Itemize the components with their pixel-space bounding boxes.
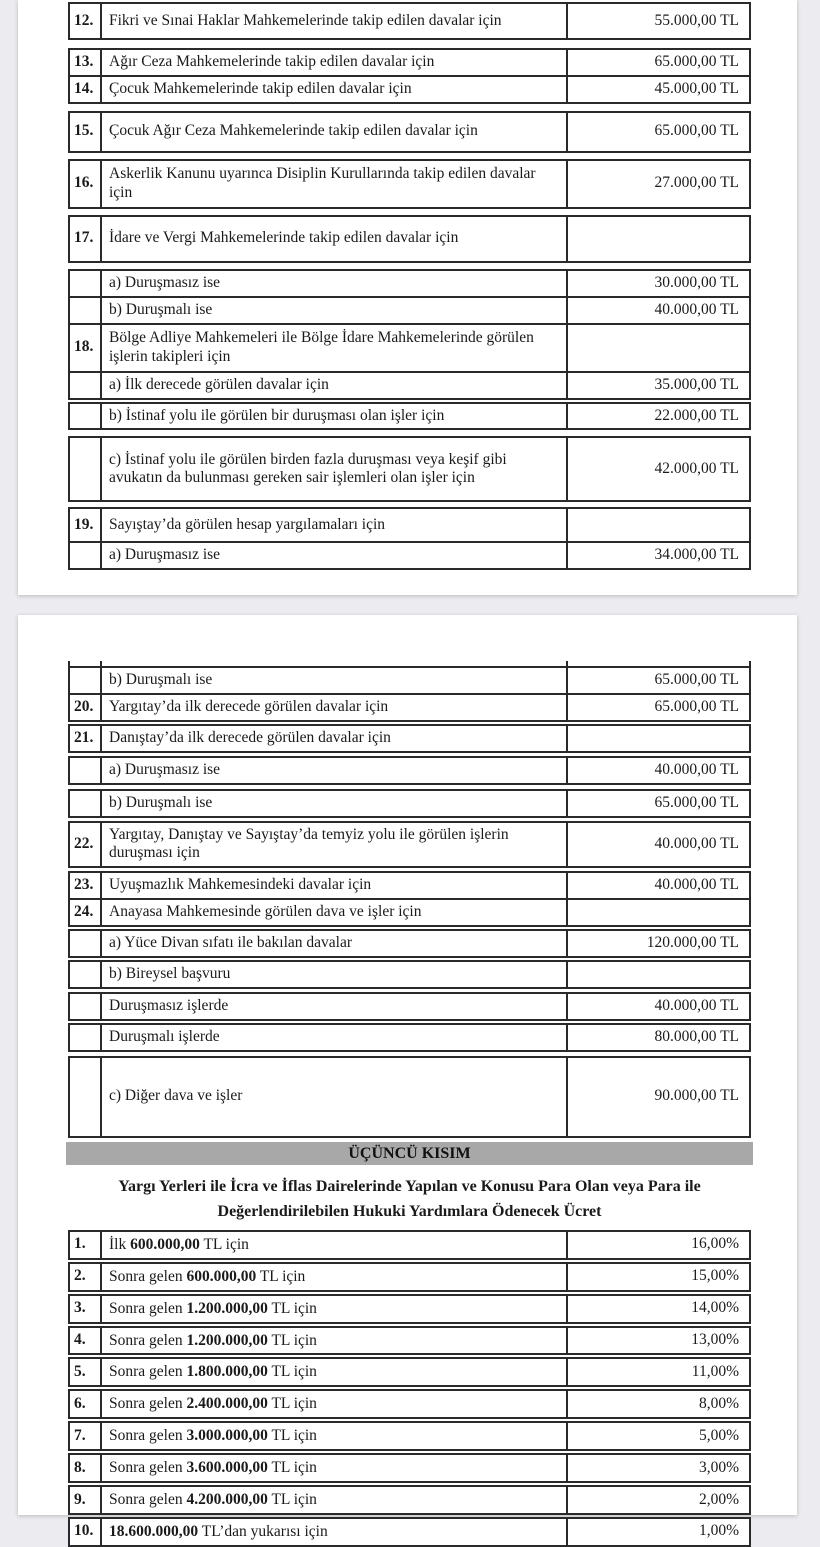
row-description-bold: 4.200.000,00 [186,1491,268,1509]
row-description-cell: Uyuşmazlık Mahkemesindeki davalar için [102,873,568,898]
row-description-cell [102,1359,568,1385]
row-amount-cell: 30.000,00 TL [654,273,739,291]
row-description-cell: Yargıtay, Danıştay ve Sayıştay’da temyiz yolu ile görülen işlerin duruşması için [102,823,568,867]
row-number-cell: 22. [70,823,102,867]
row-amount-cell [568,962,749,987]
row-number-cell [70,373,102,398]
percentage-table [68,1230,751,1547]
row-number-cell: 20. [70,695,102,720]
row-description-post: TL için [267,1395,317,1413]
table-row [68,724,751,753]
row-number-cell: 17. [70,217,102,261]
row-number-cell [70,758,102,783]
row-amount-cell [568,217,749,261]
row-description-cell: a) Duruşmasız ise [102,271,568,296]
row-number-cell: 16. [70,161,102,207]
row-description-cell: c) İstinaf yolu ile görülen birden fazla duruşması veya keşif gibi avukatın da bulunması gereken sair işlemleri olan işler için [102,438,568,500]
table-row [68,871,751,900]
row-amount-cell: 42.000,00 TL [654,459,739,477]
row-description-pre: Sonra gelen [109,1363,187,1381]
row-number-cell: 9. [70,1487,102,1513]
table-row [68,756,751,785]
table-row [68,402,751,431]
row-amount-cell: 80.000,00 TL [654,1027,739,1045]
section-header: ÜÇÜNCÜ KISIM [66,1142,753,1165]
row-description-cell: b) Duruşmalı ise [102,668,568,693]
row-description-cell [102,1328,568,1354]
table-row [68,323,751,373]
row-amount-cell: 65.000,00 TL [654,671,739,688]
row-number-cell: 23. [70,873,102,898]
row-percent-cell: 2,00% [698,1490,739,1508]
row-number-cell: 15. [70,113,102,151]
row-number-cell: 1. [70,1232,102,1258]
row-description-bold: 3.600.000,00 [186,1459,268,1477]
row-description-post: TL için [267,1363,317,1381]
row-amount-cell: 22.000,00 TL [654,406,739,424]
page-2 [18,615,797,1540]
table-row [68,1230,751,1260]
row-amount-cell: 65.000,00 TL [654,793,739,811]
table-row [68,48,751,77]
table-row [68,541,751,570]
row-description-cell: Sayıştay’da görülen hesap yargılamaları için [102,509,568,541]
row-description-post: TL için [267,1491,317,1509]
row-amount-cell: 65.000,00 TL [654,697,739,715]
row-percent-cell: 1,00% [698,1522,739,1540]
row-number-cell: 13. [70,50,102,75]
row-number-cell: 7. [70,1423,102,1449]
table-row [68,960,751,989]
row-description-cell: İdare ve Vergi Mahkemelerinde takip edilen davalar için [102,217,568,261]
row-description-post: TL’dan yukarısı için [198,1522,328,1540]
table-row [68,1389,751,1419]
row-description-cell: Duruşmasız işlerde [102,994,568,1019]
row-description-cell: Bölge Adliye Mahkemeleri ile Bölge İdare Mahkemelerinde görülen işlerin takipleri için [102,325,568,371]
row-number-cell [70,962,102,987]
row-description-cell: Anayasa Mahkemesinde görülen dava ve işler için [102,900,568,925]
row-number-cell [70,1025,102,1050]
row-description-cell: Danıştay’da ilk derecede görülen davalar için [102,726,568,751]
section-subtitle-line-2: Değerlendirilebilen Hukuki Yardımlara Ödenecek Ücret [217,1202,602,1220]
row-amount-cell: 55.000,00 TL [654,11,739,29]
row-number-cell [70,1058,102,1136]
row-number-cell: 10. [70,1519,102,1545]
row-percent-cell: 8,00% [698,1394,739,1412]
row-description-cell [102,1296,568,1322]
row-amount-cell: 40.000,00 TL [654,300,739,318]
row-description-pre: Sonra gelen [109,1299,187,1317]
row-description-cell: Ağır Ceza Mahkemelerinde takip edilen davalar için [102,50,568,75]
row-number-cell [70,404,102,429]
row-description-post: TL için [267,1331,317,1349]
row-number-cell: 8. [70,1455,102,1481]
row-description-cell [102,1232,568,1258]
row-description-pre: Sonra gelen [109,1395,187,1413]
row-amount-cell: 27.000,00 TL [654,174,739,192]
row-percent-cell: 11,00% [691,1362,739,1380]
table-row [68,269,751,298]
table-row [68,1357,751,1387]
row-description-cell: Askerlik Kanunu uyarınca Disiplin Kurullarında takip edilen davalar için [102,161,568,207]
table-row [68,1294,751,1324]
row-description-pre: Sonra gelen [109,1267,187,1285]
table-row [68,1453,751,1483]
row-number-cell: 4. [70,1328,102,1354]
row-description-cell: a) İlk derecede görülen davalar için [102,373,568,398]
table-row [68,159,751,209]
table-row [68,1262,751,1292]
table-row [68,1517,751,1547]
row-description-cell: b) Duruşmalı ise [102,298,568,323]
row-number-cell [70,994,102,1019]
row-description-cell [102,1519,568,1545]
row-description-pre: Sonra gelen [109,1427,187,1445]
table-row [68,789,751,818]
row-amount-cell: 45.000,00 TL [654,79,739,97]
row-description-cell: Yargıtay’da ilk derecede görülen davalar için [102,695,568,720]
section-subtitle-line-1: Yargı Yerleri ile İcra ve İflas Dairelerinde Yapılan ve Konusu Para Olan veya Para ile [118,1177,701,1195]
row-number-cell: 6. [70,1391,102,1417]
page-1 [18,0,797,595]
table-continuation-stub [68,661,751,668]
row-number-cell: 2. [70,1264,102,1290]
row-description-cell: b) Bireysel başvuru [102,962,568,987]
row-number-cell: 19. [70,509,102,541]
table-row [68,1485,751,1515]
row-number-cell [70,271,102,296]
row-number-cell: 12. [70,4,102,38]
row-percent-cell: 3,00% [698,1458,739,1476]
table-row [68,1023,751,1052]
row-number-cell: 5. [70,1359,102,1385]
row-percent-cell: 14,00% [691,1299,739,1317]
row-description-cell: c) Diğer dava ve işler [102,1058,568,1136]
table-row [68,1326,751,1356]
table-row [68,898,751,927]
table-row [68,1056,751,1138]
row-description-bold: 18.600.000,00 [109,1522,199,1540]
table-row [68,296,751,325]
row-description-cell: a) Yüce Divan sıfatı ile bakılan davalar [102,931,568,956]
row-description-bold: 600.000,00 [186,1267,257,1285]
row-number-cell: 21. [70,726,102,751]
row-amount-cell [568,900,749,925]
row-amount-cell: 40.000,00 TL [654,876,739,894]
table-row [68,215,751,263]
table-row [68,111,751,153]
row-description-pre: Sonra gelen [109,1459,187,1477]
row-description-post: TL için [267,1427,317,1445]
row-number-cell [70,791,102,816]
row-description-cell: Fikri ve Sınai Haklar Mahkemelerinde takip edilen davalar için [102,4,568,38]
row-description-bold: 3.000.000,00 [186,1427,268,1445]
row-description-post: TL için [256,1267,306,1285]
row-description-cell: a) Duruşmasız ise [102,758,568,783]
row-description-cell: Duruşmalı işlerde [102,1025,568,1050]
row-description-cell: Çocuk Mahkemelerinde takip edilen davalar için [102,77,568,102]
row-description-post: TL için [267,1459,317,1477]
row-percent-cell: 16,00% [691,1235,739,1253]
row-description-cell: Çocuk Ağır Ceza Mahkemelerinde takip edilen davalar için [102,113,568,151]
row-description-bold: 1.200.000,00 [186,1299,268,1317]
table-row [68,1421,751,1451]
row-description-bold: 2.400.000,00 [186,1395,268,1413]
row-amount-cell: 34.000,00 TL [654,546,739,564]
row-description-bold: 1.800.000,00 [186,1363,268,1381]
row-number-cell [70,438,102,500]
row-description-cell [102,1455,568,1481]
row-description-pre: İlk [109,1235,131,1253]
row-amount-cell: 65.000,00 TL [654,122,739,140]
row-percent-cell: 15,00% [691,1267,739,1285]
fee-table-page-2 [68,666,751,1138]
row-amount-cell: 40.000,00 TL [654,834,739,852]
table-row [68,693,751,722]
table-row [68,992,751,1021]
row-percent-cell: 13,00% [691,1331,739,1348]
row-amount-cell: 40.000,00 TL [654,760,739,778]
row-number-cell: 24. [70,900,102,925]
row-description-bold: 1.200.000,00 [186,1331,268,1349]
row-description-cell: a) Duruşmasız ise [102,543,568,568]
row-amount-cell: 40.000,00 TL [654,996,739,1014]
row-description-post: TL için [267,1299,317,1317]
table-row [68,821,751,869]
row-description-cell [102,1391,568,1417]
row-number-cell: 14. [70,77,102,102]
row-number-cell [70,668,102,693]
row-description-bold: 600.000,00 [130,1235,200,1253]
row-number-cell [70,298,102,323]
row-amount-cell [568,325,749,371]
row-amount-cell [568,726,749,751]
row-amount-cell: 35.000,00 TL [654,375,739,393]
row-description-cell [102,1264,568,1290]
row-amount-cell: 65.000,00 TL [654,53,739,70]
table-row [68,75,751,104]
row-description-cell [102,1487,568,1513]
table-row [68,507,751,543]
row-description-post: TL için [199,1235,249,1253]
row-description-cell: b) Duruşmalı ise [102,791,568,816]
section-subtitle [66,1174,753,1224]
row-number-cell: 18. [70,325,102,371]
table-row [68,929,751,958]
table-row [68,371,751,400]
table-row [68,2,751,40]
row-number-cell [70,543,102,568]
row-amount-cell: 90.000,00 TL [654,1087,739,1105]
row-amount-cell: 120.000,00 TL [646,934,739,952]
row-number-cell: 3. [70,1296,102,1322]
row-description-cell: b) İstinaf yolu ile görülen bir duruşması olan işler için [102,404,568,429]
row-number-cell [70,931,102,956]
fee-table-page-1 [68,2,751,570]
row-description-cell [102,1423,568,1449]
table-row [68,436,751,502]
row-amount-cell [568,509,749,541]
table-row [68,666,751,695]
row-description-pre: Sonra gelen [109,1491,187,1509]
row-percent-cell: 5,00% [698,1426,739,1444]
row-description-pre: Sonra gelen [109,1331,187,1349]
